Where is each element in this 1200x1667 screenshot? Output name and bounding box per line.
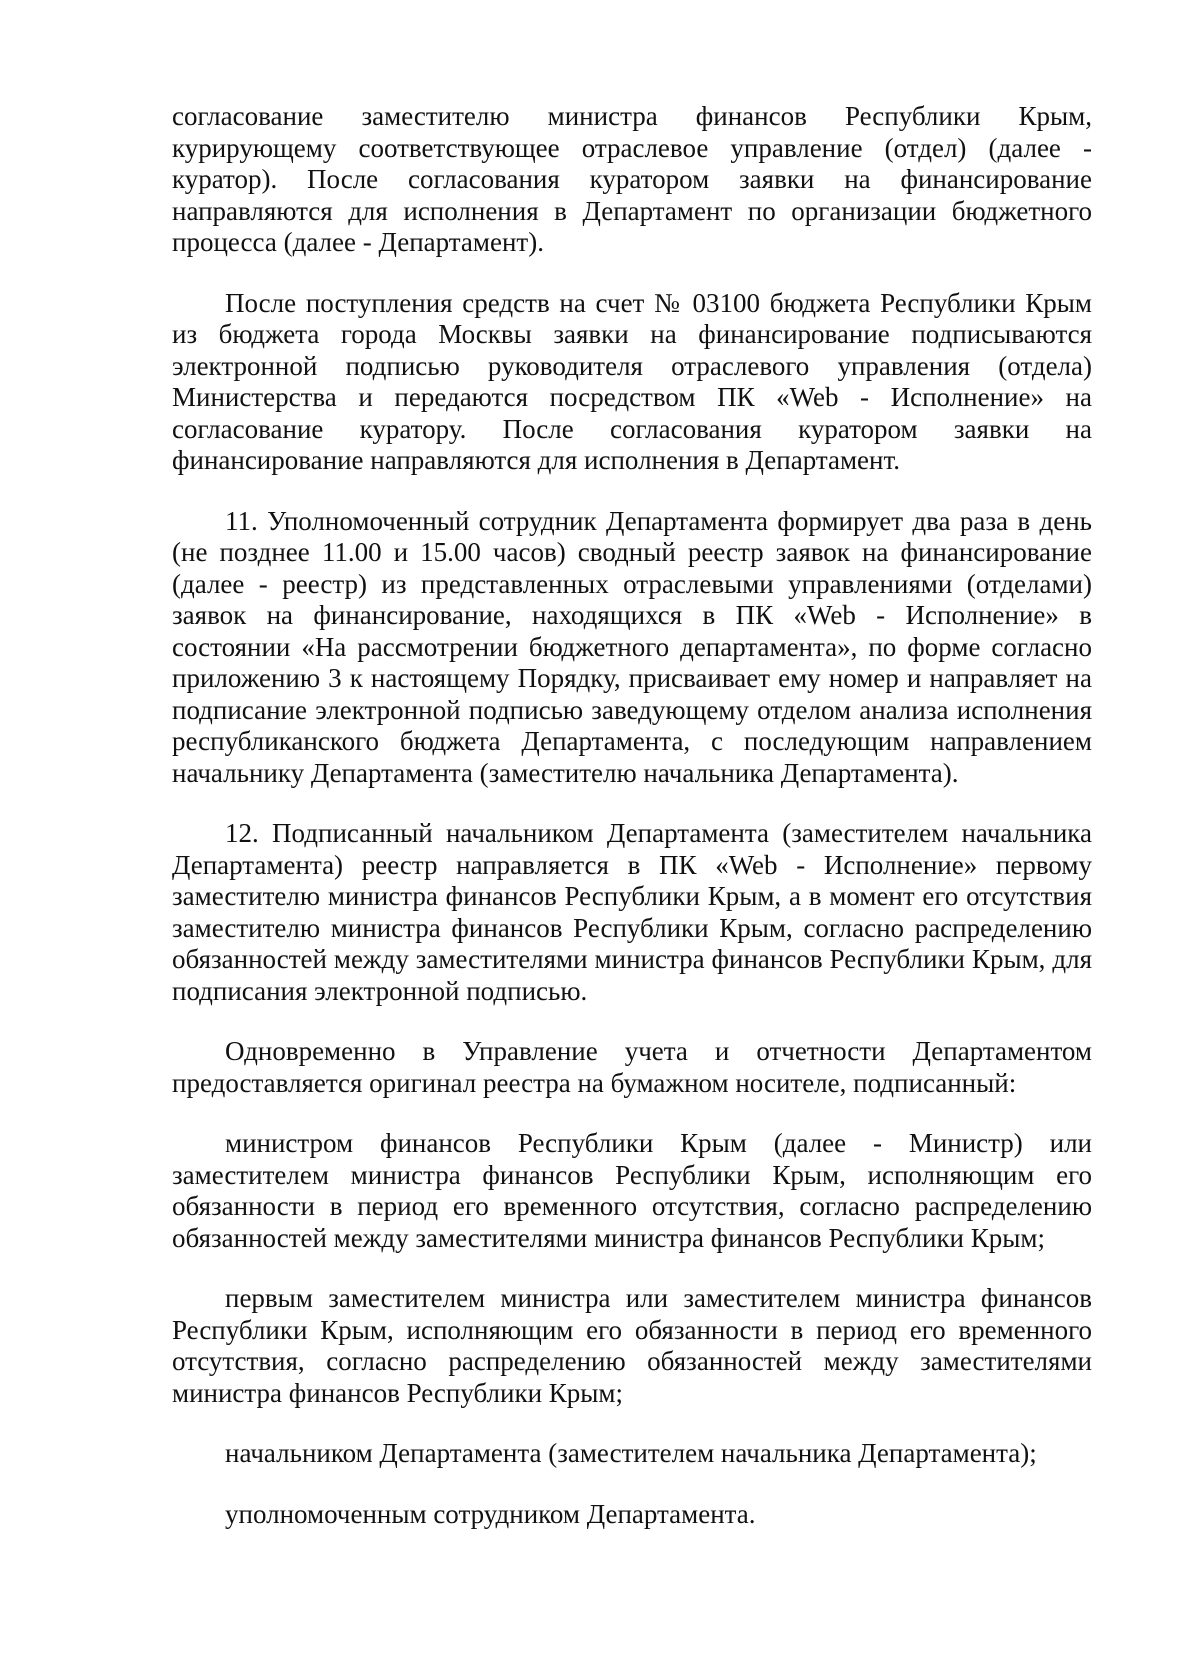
paragraph-6: министром финансов Республики Крым (далее - Министр) или заместителем министра финансов Республики Крым, исполняющим его обязанности в период его временного отсутствия, согласно распределению обязанностей между заместителями министра финансов Республики Крым; <box>172 1128 1092 1253</box>
paragraph-1: согласование заместителю министра финансов Республики Крым, курирующему соответствующее отраслевое управление (отдел) (далее - куратор). После согласования куратором заявки на финансирование направляются для исполнения в Департамент по организации бюджетного процесса (далее - Департамент). <box>172 101 1092 257</box>
paragraph-8: начальником Департамента (заместителем начальника Департамента); <box>225 1438 1037 1468</box>
paragraph-4: 12. Подписанный начальником Департамента (заместителем начальника Департамента) реестр направляется в ПК «Web - Исполнение» первому заместителю министра финансов Республики Крым, а в момент его отсутствия заместителю министра финансов Республики Крым, согласно распределению обязанностей между заместителями министра финансов Республики Крым, для подписания электронной подписью. <box>172 818 1092 1006</box>
paragraph-5: Одновременно в Управление учета и отчетности Департаментом предоставляется оригинал реестра на бумажном носителе, подписанный: <box>172 1036 1092 1098</box>
paragraph-2: После поступления средств на счет № 03100 бюджета Республики Крым из бюджета города Москвы заявки на финансирование подписываются электронной подписью руководителя отраслевого управления (отдела) Министерства и передаются посредством ПК «Web - Исполнение» на согласование куратору. После согласования куратором заявки на финансирование направляются для исполнения в Департамент. <box>172 287 1092 475</box>
paragraph-3: 11. Уполномоченный сотрудник Департамента формирует два раза в день (не позднее 11.00 и 15.00 часов) сводный реестр заявок на финансирование (далее - реестр) из представленных отраслевыми управлениями (отделами) заявок на финансирование, находящихся в ПК «Web - Исполнение» в состоянии «На рассмотрении бюджетного департамента», по форме согласно приложению 3 к настоящему Порядку, присваивает ему номер и направляет на подписание электронной подписью заведующему отделом анализа исполнения республиканского бюджета Департамента, с последующим направлением начальнику Департамента (заместителю начальника Департамента). <box>172 505 1092 788</box>
paragraph-7: первым заместителем министра или заместителем министра финансов Республики Крым, исполняющим его обязанности в период его временного отсутствия, согласно распределению обязанностей между заместителями министра финансов Республики Крым; <box>172 1283 1092 1408</box>
paragraph-9: уполномоченным сотрудником Департамента. <box>225 1498 756 1529</box>
document-body <box>172 101 1092 1559</box>
